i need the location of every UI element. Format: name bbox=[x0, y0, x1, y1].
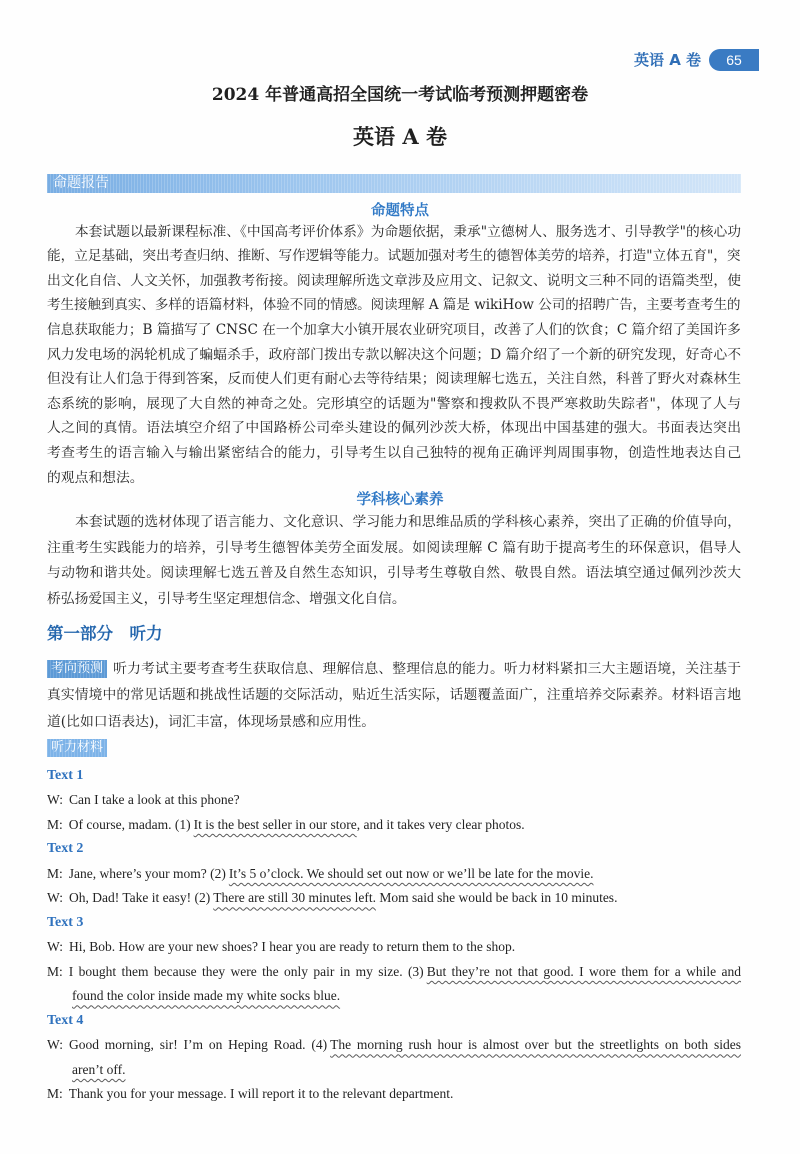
speaker: W: bbox=[47, 1037, 63, 1053]
dialogue-text: Good morning, sir! I’m on Heping Road. bbox=[69, 1037, 312, 1053]
key-sentence: The morning rush hour is almost over but the streetlights on both sides bbox=[330, 1037, 741, 1053]
dialogue-line bbox=[47, 1082, 741, 1107]
dialogue-text: Can I take a look at this phone? bbox=[69, 792, 240, 808]
key-sentence: There are still 30 minutes left. bbox=[213, 890, 376, 906]
paragraph-line: 桥弘扬爱国主义，引导考生坚定理想信念、增强文化自信。 bbox=[47, 591, 406, 608]
paragraph-line: 真实情境中的常见话题和挑战性话题的交际活动，贴近生活实际，话题覆盖面广，注重培养交际素养。材料语言地 bbox=[47, 687, 741, 704]
text-title: Text 1 bbox=[47, 767, 84, 783]
literacy-paragraph bbox=[47, 510, 741, 613]
dialogue-line bbox=[47, 1033, 741, 1058]
text-title: Text 3 bbox=[47, 914, 84, 930]
paragraph-line: 本套试题的选材体现了语言能力、文化意识、学习能力和思维品质的学科核心素养，突出了正确的价值导向， bbox=[75, 514, 741, 530]
key-sentence: But they’re not that good. I wore them for a while and bbox=[426, 963, 742, 979]
features-heading: 命题特点 bbox=[371, 202, 429, 219]
paragraph-line: 人之间的真情。语法填空介绍了中国路桥公司牵头建设的佩列沙茨大桥，体现出中国基建的强大。书面表达突出 bbox=[47, 420, 741, 437]
dialogue-text: Mom said she would be back in 10 minutes. bbox=[375, 890, 618, 906]
dialogue-text: Of course, madam. bbox=[68, 816, 175, 832]
document-subtitle: 英语 A 卷 bbox=[353, 124, 447, 149]
paragraph-line: 本套试题以最新课程标准、《中国高考评价体系》为命题依据，秉承"立德树人、服务选才、引导教学"的核心功 bbox=[74, 223, 742, 240]
page-number: 65 bbox=[709, 49, 759, 71]
literacy-heading: 学科核心素养 bbox=[356, 491, 444, 508]
dialogue-text: Jane, where’s your mom? bbox=[68, 865, 211, 881]
dialogue-line bbox=[47, 960, 741, 985]
dialogue-line bbox=[47, 862, 741, 887]
paragraph-line: 态系统的影响，展现了大自然的神奇之处。完形填空的话题为"警察和搜救队不畏严寒救助失踪者"，体现了人与 bbox=[47, 395, 741, 412]
speaker: M: bbox=[47, 963, 63, 979]
paragraph-line: 风力发电场的涡轮机成了蝙蝠杀手，政府部门拨出专款以解决这个问题；D 篇介绍了一个新的研究发现，好奇心不 bbox=[47, 346, 741, 363]
text-title: Text 4 bbox=[47, 1012, 84, 1028]
dialogue-line bbox=[47, 886, 741, 911]
speaker: M: bbox=[47, 1086, 63, 1102]
paragraph-line: 与动物和谐共处。阅读理解七选五普及自然生态知识，引导考生尊敬自然、敬畏自然。语法填空通过佩列沙茨大 bbox=[47, 565, 741, 582]
speaker: M: bbox=[47, 816, 63, 832]
paragraph-line: 出文化自信、人文关怀，加强教考衔接。阅读理解所选文章涉及应用文、记叙文、说明文三种不同的语篇类型，使 bbox=[47, 272, 741, 289]
header-tab bbox=[634, 48, 759, 72]
speaker: W: bbox=[47, 792, 63, 808]
speaker: W: bbox=[47, 939, 63, 955]
dialogue-line bbox=[47, 813, 741, 838]
note-number: (2) bbox=[210, 865, 226, 881]
dialogue-line bbox=[47, 935, 741, 960]
speaker: W: bbox=[47, 890, 63, 906]
dialogue-text: , and it takes very clear photos. bbox=[356, 816, 525, 832]
dialogue-text: Thank you for your message. I will report it to the relevant department. bbox=[68, 1086, 454, 1102]
materials-label: 听力材料 bbox=[47, 739, 107, 757]
features-paragraph bbox=[47, 220, 741, 491]
dialogue-line bbox=[47, 788, 741, 813]
section-bar-label: 命题报告 bbox=[53, 175, 109, 191]
paragraph-line: 考生接触到真实、多样的语篇材料，体验不同的情感。阅读理解 A 篇是 wikiHow 公司的招聘广告，主要考查考生的 bbox=[47, 297, 741, 314]
paragraph-line: 道(比如口语表达)，词汇丰富，体现场景感和应用性。 bbox=[47, 713, 376, 730]
paragraph-line: 注重考生实践能力的培养，引导考生德智体美劳全面发展。如阅读理解 C 篇有助于提高考生的环保意识，倡导人 bbox=[47, 539, 741, 556]
section-bar-report bbox=[47, 174, 741, 193]
paragraph-line: 信息获取能力；B 篇描写了 CNSC 在一个加拿大小镇开展农业研究项目，改善了人们的饮食；C 篇介绍了美国许多 bbox=[47, 322, 741, 339]
forecast-label: 考向预测 bbox=[47, 660, 107, 678]
note-number: (2) bbox=[194, 890, 211, 906]
key-sentence: aren’t off. bbox=[72, 1061, 126, 1077]
note-number: (3) bbox=[407, 963, 424, 979]
key-sentence: found the color inside made my white socks blue. bbox=[72, 988, 341, 1004]
paragraph-line bbox=[47, 656, 741, 683]
dialogue-text: Oh, Dad! Take it easy! bbox=[69, 890, 195, 906]
header-tab-label: 英语 A 卷 bbox=[634, 51, 702, 69]
note-number: (4) bbox=[311, 1037, 328, 1053]
key-sentence: It is the best seller in our store bbox=[193, 816, 357, 832]
dialogue-text: I bought them because they were the only pair in my size. bbox=[68, 963, 408, 979]
listening-materials bbox=[47, 764, 741, 1107]
note-number: (1) bbox=[174, 816, 191, 832]
part1-title: 第一部分 听力 bbox=[47, 624, 163, 643]
paragraph-line: 考查考生的语言输入与输出紧密结合的能力，引导考生以自己独特的视角正确评判周围事物，创造性地表达自己 bbox=[47, 445, 741, 462]
dialogue-text: Hi, Bob. How are your new shoes? I hear you are ready to return them to the shop. bbox=[69, 939, 516, 955]
document-title: 2024 年普通高招全国统一考试临考预测押题密卷 bbox=[211, 85, 589, 105]
paragraph-line: 能，立足基础，突出考查归纳、推断、写作逻辑等能力。试题加强对考生的德智体美劳的培养，打造"立体五育"，突 bbox=[47, 248, 741, 265]
text-title: Text 2 bbox=[47, 841, 84, 857]
forecast-text: 听力考试主要考查考生获取信息、理解信息、整理信息的能力。听力材料紧扣三大主题语境，关注基于 bbox=[113, 660, 741, 677]
paragraph-line: 的观点和想法。 bbox=[47, 469, 144, 486]
paragraph-line: 但没有让人们急于得到答案，反而使人们更有耐心去等待结果；阅读理解七选五，关注自然，科普了野火对森林生 bbox=[47, 371, 741, 388]
dialogue-line-continued bbox=[47, 1058, 741, 1083]
forecast-paragraph bbox=[47, 656, 741, 736]
dialogue-line-continued bbox=[47, 984, 741, 1009]
speaker: M: bbox=[47, 865, 63, 881]
key-sentence: It’s 5 o’clock. We should set out now or we’ll be late for the movie. bbox=[228, 865, 594, 881]
